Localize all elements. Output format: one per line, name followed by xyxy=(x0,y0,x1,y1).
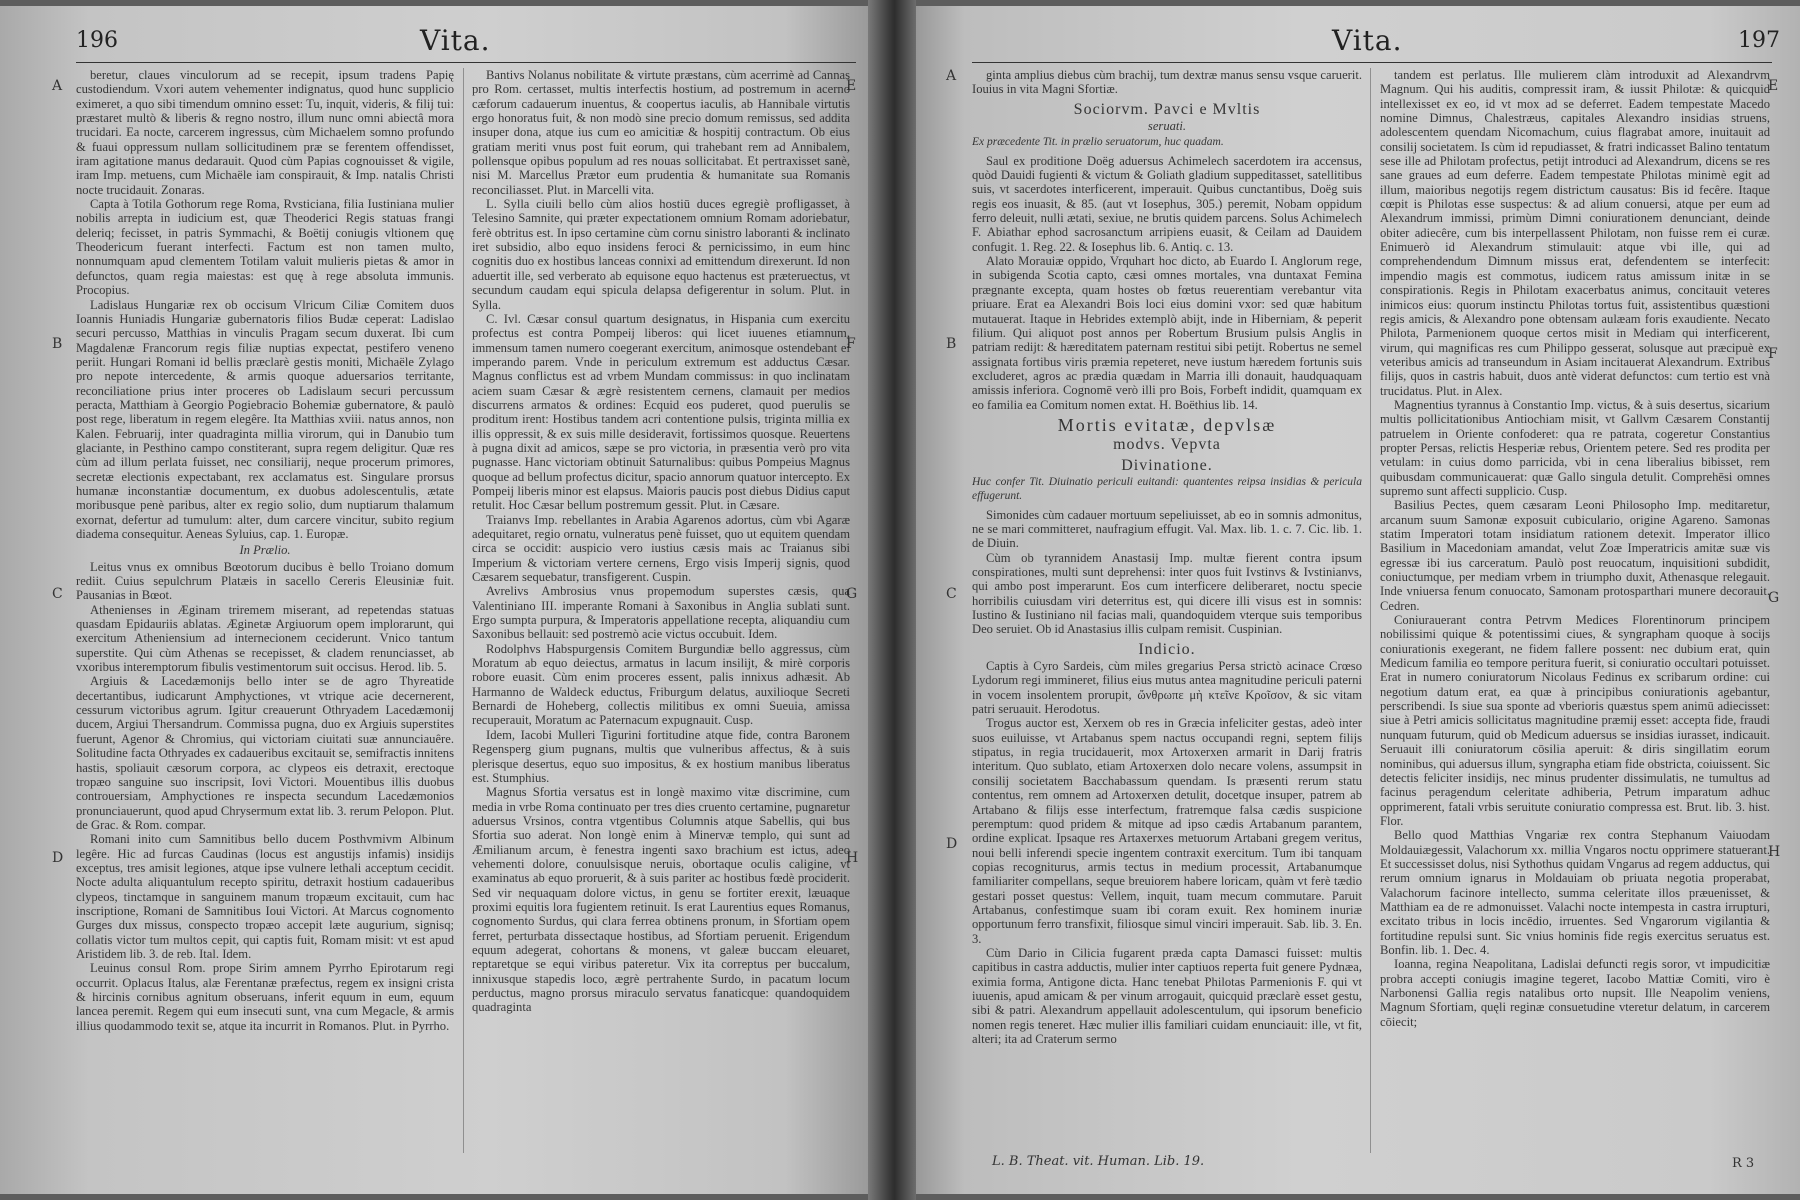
section-subheading: In Prælio. xyxy=(239,543,291,558)
cross-reference-note: Huc confer Tit. Diuinatio periculi euitandi: quantentes reipsa insidias & pericula effugerunt. xyxy=(972,475,1362,503)
paragraph: Athenienses in Æginam triremem miserant, ad repetendas statuas quasdam Epidauriis ablatas. Æginetæ Argiuorum opem implorarunt, qui exercitum Atheniensium ad internecionem ceciderunt. Vnico tantum superstite. Qui cùm Athenas se recepisset, & cladem renunciasset, ab vxoribus interemptorum fibulis vestimentorum suit occisus. Herod. lib. 5. xyxy=(76,602,454,675)
paragraph: Saul ex proditione Doëg aduersus Achimelech sacerdotem ira accensus, quòd Dauidi fugienti & victum & Goliath gladium suppeditasset, satellitibus suis, vt sacerdotes interficerent, imperauit. Quibus cunctantibus, Doëg suis regis eos inuasit, & 85. (aut vt Iosephus, 305.) peremit, Nobam oppidum ferro deleuit, nulli ætati, sexiue, ne brutis quidem parcens. Solus Achimelech F. Abiathar ephod sacrosanctum arripiens euasit, & Ceilam ad Dauidem confugit. 1. Reg. 22. & Iosephus lib. 6. Antiq. c. 13. xyxy=(972,153,1362,254)
footer-citation: L. B. Theat. vit. Human. Lib. 19. xyxy=(992,1154,1205,1169)
paragraph: Magnus Sfortia versatus est in longè maximo vitæ discrimine, cum media in vrbe Roma continuato per tres dies cruento certamine, pugnaretur aduersus Vrsinos, contra vtgentibus Columnis atque Sabellis, qui bus Sfortia suo aderat. Non longè enim à Minervæ templo, qui sunt ad Æmilianum arcum, è fenestra ingenti saxo brachium est ictus, adeo vehementi dolore, conuulsisque neruis, obortaque oculis caligine, vt examinatus ab equo proruerit, & à suis pariter ac hostibus fœdè prociderit. Sed vir nequaquam dolore victus, in genu se fortiter erexit, læuaque proximi equitis lora fugientem retinuit. Is erat Laurentius eques Romanus, cognomento Surdus, qui clara ferrea obtinens pronum, in Sfortiam opem ferret, perturbata dissectaque hostibus, ad Sfortiam peruenit. Erigendum equum adegerat, cohortans & monens, vt galeæ buccam eleuaret, reptaretque se equi viribus pateretur. Vix ita correptus per buccalum, innixusque stapedis loco, ægrè pertrahente Surdo, in pacatum locum perductus, magno prorsus miraculo servatus fanaticque: quandoquidem quadraginta xyxy=(472,785,850,1015)
paragraph: Leuinus consul Rom. prope Sirim amnem Pyrrho Epirotarum regi occurrit. Oplacus Italus, alæ Ferentanæ præfectus, regem ex insigni crista & hircinis cornibus agnitum obseruans, inferit equum in eum, equum lancea peremit. Regem qui eum insecuti sunt, vna cum Megacle, & armis illius quodammodo texit se, atque ita incurrit in Romanos. Plut. in Pyrrho. xyxy=(76,961,454,1033)
paragraph: Leitus vnus ex omnibus Bœotorum ducibus è bello Troiano domum rediit. Cuius sepulchrum Platæis in sacello Cereris Eleusiniæ fuit. Pausanias in Bœot. xyxy=(76,559,454,603)
paragraph: Bantivs Nolanus nobilitate & virtute præstans, cùm acerrimè ad Cannas pro Rom. certasset, multis interfectis hostium, ad postremum in acerno cæforum cadauerum inuentus, & coopertus iaculis, ab Hannibale virtutis ergo honoratus fuit, & non modò sine precio domum remissus, sed addita insuper dona, atque ius cum eo amicitiæ & hospitij contractum. Ob eius gratiam meriti vnus post fuit eorum, qui trahebant rem ad Annibalem, pollensque opibus populum ad res nouas sollicitabat. Et pertraxisset sanè, nisi M. Marcellus Prætor eum prudentia & humanitate sua Romanis reconciliasset. Plut. in Marcelli vita. xyxy=(472,68,850,197)
right-column-1 xyxy=(972,68,1362,1128)
section-heading: Sociorvm. Pavci e Mvltis xyxy=(1073,100,1261,118)
book-gutter xyxy=(868,0,916,1200)
paragraph: L. Sylla ciuili bello cùm alios hostiū duces egregiè profligasset, à Telesino Samnite, qui præter expectationem omnium Romam adoriebatur, ferè obtritus est. In ipso certamine cùm cornu sinistro laboranti & inclinato iret subsidio, albo equo insidens feroci & pernicissimo, in eum hinc cognitis duo ex hostibus lanceas connixi ad emittendum direxerunt. Id non aduertit ille, sed verberato ab equisone equo hactenus est præteruectus, vt secundum caudam equi spicula delapsa defigerentur in solum. Plut. in Sylla. xyxy=(472,197,850,312)
paragraph: Basilius Pectes, quem cæsaram Leoni Philosopho Imp. meditaretur, arcanum suum Samonæ exposuit cubiculario, origine Agareno. Samonas statim Imperatori totam insidiatum rationem detexit. Imperator illico Basilium in Macedoniam amandat, velut Zoæ Imperatricis amitæ suæ vis egressæ ibi ius carceratum. Paulò post reuocatum, inquisitioni subdidit, coniuctumque, per mediam vrbem in triumpho duxit, Athenasque relegauit. Inde vniuersa fenum conuocato, Samonam protosparthari munere decorauit. Cedren. xyxy=(1380,498,1770,613)
margin-letter-a: A xyxy=(52,78,63,94)
section-heading: Mortis evitatæ, depvlsæ xyxy=(1057,414,1277,435)
paragraph: Ioanna, regina Neapolitana, Ladislai defuncti regis soror, vt impudicitiæ probra accepti coniugis imagine tegeret, Iacobo Mattiæ Comiti, viro è Narbonensi Gallia regis natalibus orto nupsit. Ille Neapolim veniens, Magnum Sfortiam, quęli reginæ consuetudine vteretur delatum, in carcerem cōiecit; xyxy=(1380,957,1770,1029)
folio-right: 197 xyxy=(1738,28,1780,53)
paragraph: Simonides cùm cadauer mortuum sepeliuisset, ab eo in somnis admonitus, ne se mari committeret, naufragium effugit. Val. Max. lib. 1. c. 7. Cic. lib. 1. de Diuin. xyxy=(972,507,1362,551)
margin-letter-b: B xyxy=(946,336,957,352)
margin-letter-d: D xyxy=(946,836,958,852)
margin-letter-c: C xyxy=(52,586,63,602)
folio-left: 196 xyxy=(76,28,118,53)
margin-letter-e: E xyxy=(846,78,857,94)
section-heading: modvs. Vepvta xyxy=(1113,436,1221,454)
paragraph: beretur, claues vinculorum ad se recepit, ipsum tradens Papię custodiendum. Vxori autem vehementer indignatus, quod hunc supplicio eximeret, a quo sibi timendum omnino esset: Tu, inquit, videris, & filij tui: præstaret multò & liberis & regno nostro, illum nunc omni abiectâ mora trucidari. Ea nocte, carcerem ingressus, cùm Michaelem somno profundo & fuaui oppressum nullam sollicitudinem præ se ferentem offendisset, iram agitatione manus dedarauit. Quod cùm Papias cognouisset & vigile, iram Imp. metuens, cum Michaële iam conspirauit, & Imp. natalis Christi nocte trucidauit. Zonaras. xyxy=(76,68,454,197)
right-column-2 xyxy=(1380,68,1770,1138)
paragraph: Rodolphvs Habspurgensis Comitem Burgundiæ bello aggressus, cùm Moratum ab equo deiectus, armatus in lacum insilijt, & mirè corporis robore euasit. Cùm enim proceres essent, palis innixus adhæsit. Ab Harmanno de Waldeck eductus, Friburgum delatus, auxilioque Secreti Bernardi de Hoheberg, collectis militibus ex omni Sueuia, amissa recuperauit, Moratum ac Paternacum expugnauit. Cusp. xyxy=(472,641,850,728)
margin-letter-b: B xyxy=(52,336,63,352)
column-divider xyxy=(463,68,464,1153)
left-column-1 xyxy=(76,68,454,1158)
paragraph: Ladislaus Hungariæ rex ob occisum Vlricum Ciliæ Comitem duos Ioannis Huniadis Hungariæ gubernatoris filios Budæ ceperat: Ladislao securi percusso, Matthias in vinculis Pragam secum duxerat. Ibi cum Magdalenæ Francorum regis filiæ nuptias expectat, pestifero veneno periit. Hungari Romani id bellis præclarè gestis moniti, Michaële Zylago pro nepote intercedente, & armis quoque aduersarios territante, reconciliatione prius inter proceres ob Ladislaum securi percussum peracta, Matthiam à Georgio Pogiebracio Bohemiæ gubernatore, & paulò post rege, liberatum in regem elegêre. Ita Matthias xviii. natus annos, non Kalen. Februarij, inter quadraginta millia virorum, qui in Danubio tum glaciante, in Pesthino campo constiterant, supra regem deligitur. Quæ res cùm ad illum perlata fuisset, nec consiliarij, neque procerum primores, secretæ electionis expectabant, rex acclamatus est. Singulare prorsus humanæ inconstantiæ documentum, ex duobus adolescentulis, ætate moribusque penè paribus, alter ex regio solio, dum nuptiarum thalamum exornat, defertur ad tumulum: alter, dum carcere vincitur, subito regium diadema consequitur. Aeneas Syluius, cap. 1. Europæ. xyxy=(76,297,454,541)
paragraph: Avrelivs Ambrosius vnus propemodum superstes cæsis, qua Valentiniano III. imperante Romani à Saxonibus in Anglia sublati sunt. Ergo sumpta purpura, & Imperatoris appellatione recepta, aliquandiu cum Saxonibus bellauit: sed postremò acie victus occubuit. Idem. xyxy=(472,584,850,642)
signature-mark: R 3 xyxy=(1732,1156,1755,1171)
section-subheading: seruati. xyxy=(1147,119,1187,134)
margin-letter-c: C xyxy=(946,586,957,602)
paragraph: Bello quod Matthias Vngariæ rex contra Stephanum Vaiuodam Moldauiægessit, Valachorum xx. millia Vngaros noctu opprimere statuerant. Et successisset dolus, nisi Sythothus quidam Vngarus ad regem adductus, qui rerum omnium ignarus in Moldauiam ob priuata negotia properabat, Valachorum facinore intellecto, summa celeritate illos præuenisset, & Matthiam ea de re admonuisset. Valachi nocte intempesta in castra irrupturi, excitato tribus in locis incēdio, irruentes. Sed Vngarorum vigilantia & fortitudine repulsi sunt. Sic vnius hominis fide regis exercitus seruatus est. Bonfin. lib. 1. Dec. 4. xyxy=(1380,828,1770,957)
paragraph: Magnentius tyrannus à Constantio Imp. victus, & à suis desertus, sicarium multis pollicitationibus Antiochiam misit, vt Gallvm Cæsarem Constantij patruelem in Oriente confoderet: qua re patrata, cogeretur Constantius propter Persas, relictis Hesperiæ rebus, Orientem petere. Sed res prodita per vetulam: in cuius domo parricida, vbi in cena liberalius bibisset, rem quibusdam communicauerat: quæ Gallo singula detulit. Comprehēsi omnes supremo sunt affecti supplicio. Cusp. xyxy=(1380,397,1770,498)
section-heading: Divinatione. xyxy=(1121,456,1213,474)
section-heading: Indicio. xyxy=(1138,640,1196,658)
paragraph: Coniurauerant contra Petrvm Medices Florentinorum principem nobilissimi quique & potentissimi ciues, & syngrapham quoque à socijs coniurationis exegerant, ne fidem fallere possent: nec dubium erat, quin Medicum familia eo tempore peritura fuerit, si coniuratio occultari potuisset. Erat in numero coniuratorum Nicolaus Fedinus ex scribarum ordine: cui negotium datum erat, ea quæ à principibus coniurationis agebantur, perscribendi. Is siue sua sponte ad vberioris quæstus spem animū adiecisset: siue à Petri amicis sollicitatus magnitudine præmij esset: accepta fide, fraudi nunquam futurum, quid ob Medicum aduersus se insidias iurasset, indicauit. Seruauit illi coniuratorum cōsilia aperuit: & diris singillatim eorum nominibus, qui aduersus illum, syngrapha etiam fide obstricta, coiuissent. Sic detectis feliciter insidijs, nec minus prudenter dissimulatis, ne tumultus ad facinus peragendum celeritate adhiberia, Petrum imparatum adhuc opprimerent, fatali vrbis seruitute coniuratio compressa est. Brut. lib. 3. hist. Flor. xyxy=(1380,613,1770,828)
paragraph: Capta à Totila Gothorum rege Roma, Rvsticiana, filia Iustiniana mulier nobilis arrepta in iudicium est, quæ Theoderici Regis statuas frangi deleriq; fecisset, in patris Symmachi, & Boëtij coniugis vltionem quę Theodericum fuerant interfecti. Factum est non tamen multo, nonnumquam apud clementem Totilam valuit mulieris pietas & amor in defunctos, quam regia maiestas: est quę à rege absoluta immunis. Procopius. xyxy=(76,197,454,298)
paragraph: Romani inito cum Samnitibus bello ducem Posthvmivm Albinum legêre. Hic ad furcas Caudinas (locus est angustijs infamis) insidijs exceptus, tres amisit legiones, atque ipse vulnere lethali acceptum cecidit. Nocte adulta aliquantulum recepto spiritu, detraxit hostium cadaueribus clypeos, tinctamque in sanguinem manum tropæum excitauit, cum hac inscriptione, Romani de Samnitibus Ioui Victori. At Marcus cognomento Gurges dux missus, conspecto tropæo accepit læte augurium, signisq; collatis victor tum multos cepit, qui captis fuit, Romam misit: vt est apud Aristidem lib. 3. de reb. Ital. Idem. xyxy=(76,832,454,961)
paragraph: Cùm Dario in Cilicia fugarent præda capta Damasci fuisset: multis capitibus in castra adductis, mulier inter captiuos reperta fuit genere Pydnæa, eximia forma, Antigone dicta. Hanc tenebat Philotas Parmenionis F. qui vt iuuenis, apud amicam & per vinum arrogauit, quicquid præclarè esset gestu, sibi & patri. Alexandrum appellauit adolescentulum, qui ipsorum beneficio nomen regis teneret. Hæc mulier illis familiari cuidam enunciauit: ille, vt fit, alteri; ita ad Craterum sermo xyxy=(972,945,1362,1046)
cross-reference-note: Ex præcedente Tit. in prælio seruatorum, huc quadam. xyxy=(972,136,1224,149)
margin-letter-d: D xyxy=(52,850,64,866)
margin-letter-f: F xyxy=(846,336,856,352)
paragraph: Alato Morauiæ oppido, Vrquhart hoc dicto, ab Euardo I. Anglorum rege, in subigenda Scotia capto, cæsi omnes mortales, vna duntaxat Femina prægnante excepta, quam hostes ob fœtus reuerentiam verebantur vita priuare. Erat ea Alexandri Bois loci eius domini vxor: sed quæ habitum mutauerat. Itaque in Hebrides extemplò abijt, inde in Hiberniam, & peperit filium. Qui aliquot post annos per Robertum Brusium pulsis Anglis in patriam redijt: & hæreditatem paternam restitui sibi petijt. Robertus ne semel assignata fortibus viris præmia repeteret, neve iustum hæredem fortunis suis excluderet, agros ac prædia quædam in Marria illi donauit, haudquaquam amissis inferiora. Cognomē verò illi pro Bois, Forbeft indidit, quamquam ex eo familia ea Comitum nomen extat. H. Boëthius lib. 14. xyxy=(972,254,1362,412)
running-head-right: Vita. xyxy=(1332,24,1403,57)
paragraph: Cùm ob tyrannidem Anastasij Imp. multæ fierent contra ipsum conspirationes, multi sunt deprehensi: inter quos fuit Ivstinvs & Ivstinianvs, qui ambo post imperarunt. Eos cum interficere deliberaret, noctu specie horribilis cuiusdam viri deterritus est, qui dicere illi visus est in somnis: Iustino & Iustiniano nil facias mali, quandoquidem vterque suis temporibus Deo seruiet. Ob id Anastasius illis culpam remisit. Cuspinian. xyxy=(972,550,1362,637)
column-divider xyxy=(1370,68,1371,1153)
margin-letter-e: E xyxy=(1768,78,1779,94)
paragraph: Argiuis & Lacedæmonijs bello inter se de agro Thyreatide decertantibus, iudicarunt Amphyctiones, vt vtrique acie decernerent, cessurum victoribus agrum. Igitur creauerunt Othryadem Lacedæmonij ducem, Argiui Thersandrum. Commissa pugna, duo ex Argiuis superstites fuerunt, Agenor & Chromius, qui victoriam ciuitati suæ annunciauêre. Solitudine facta Othryades ex cadaueribus excitauit se, semifractis innitens hastis, spoliauit cæsorum corpora, ac clypeos eis detraxit, erectoque tropæo sanguine suo inscripsit, Iovi Victori. Mouentibus illis duobus controuersiam, Amphyctiones re inspecta secundum Lacedæmonios pronunciauerunt, quod apud Chrysermum extat lib. 3. rerum Pelopon. Plut. de Grac. & Rom. compar. xyxy=(76,674,454,832)
left-page xyxy=(0,6,892,1194)
right-page xyxy=(892,6,1800,1194)
paragraph: Idem, Iacobi Mulleri Tigurini fortitudine atque fide, contra Baronem Regensperg gium pugnans, multis que vulneribus affectus, & à suis plerisque desertus, equo suo impositus, & ex hostium manibus liberatus est. Stumphius. xyxy=(472,727,850,785)
head-rule xyxy=(76,62,856,63)
margin-letter-a: A xyxy=(946,68,957,84)
margin-letter-g: G xyxy=(1768,590,1780,606)
head-rule xyxy=(972,62,1772,63)
running-head-left: Vita. xyxy=(420,24,491,57)
paragraph: Trogus auctor est, Xerxem ob res in Græcia infeliciter gestas, adeò inter suos euiluisse, vt Artabanus spem nactus occupandi regni, septem filijs stipatus, in regia trucidauerit, mox Artoxerxen armarit in Darij fratris interitum. Quo sublato, etiam Artoxerxen dolo necare volens, assumpsit in consilij societatem Bacchabassum quendam. Is præsenti rerum statu contentus, rem omnem ad Artoxerxen detulit, docetque insuper, patrem ab Artabano & filijs esse interfectum, fratremque falsa cædis suspicione peremptum: quod pridem & mitque ad ipso cædis Artabanum parantem, ordine explicat. Ipsaque res Artaxerxes metuorum Artabani gregem veritus, noui belli inferendi specie ingentem contraxit exercitum. Tum ibi tanquam copias recogniturus, armis tectus in medium processit, Artabanumque familiariter compellans, seque breuiorem habere loricam, quàm vt ferè tædio gestari posset questus: Vellem, inquit, tuam mecum commutare. Paruit Artabanus, confestimque suam ibi coram exuit. Rex hominem inuriæ opportunum ferro transfixit, filiosque simul vinciri imperauit. Sab. lib. 3. En. 3. xyxy=(972,716,1362,946)
margin-letter-h: H xyxy=(1768,844,1781,860)
margin-letter-g: G xyxy=(846,586,858,602)
paragraph: ginta amplius diebus cùm brachij, tum dextræ manus sensu vsque caruerit. Iouius in vita Magni Sfortiæ. xyxy=(972,68,1362,97)
paragraph: Traianvs Imp. rebellantes in Arabia Agarenos adortus, cùm vbi Agaræ adequitaret, regio ornatu, vulneratus penè fuisset, quo ut equitem quendam circa se occidit: auspicio vero iustius cæsis mais ac Traianus sibi Imperium & victoriam vertere cernens, Ergo visis Imperij signis, quod Cæsarem sequebatur, transfigerent. Cuspin. xyxy=(472,512,850,585)
left-column-2 xyxy=(472,68,850,1158)
paragraph: C. Ivl. Cæsar consul quartum designatus, in Hispania cum exercitu profectus est contra Pompeij liberos: qui licet iuuenes etiamnum, immensum tamen numero coegerant exercitum, animosque ostendebant ei imperando parem. Vnde in periculum extremum est adductus Cæsar. Magnus conflictus est ad vrbem Mundam commissus: in quo inclinatam aciem suam Cæsar & ægrè resistentem cernens, clamauit per medios discurrens armatos & ordines: Ecquid eos puderet, quod puerulis se proditum irent: Hostibus tandem acri contentione pulsis, triginta millia ex illis oppressit, & ex suis mille desideravit, fortissimos quosque. Reuertens à pugna dixit ad amicos, sæpe se pro victoria, in præsentia verò pro vita pugnasse. Hanc victoriam obtinuit Saturnalibus: quibus Pompeius Magnus quoque ad bellum profectus dicitur, spacio annorum quatuor intercepto. Ex Pompeij liberis minor est elapsus. Maioris paucis post diebus Didius caput retulit. Hoc Cæsar bellum postremum gessit. Plut. in Cæsare. xyxy=(472,311,850,513)
paragraph: tandem est perlatus. Ille mulierem clàm introduxit ad Alexandrvm Magnum. Qui his auditis, compressit iram, & iussit Philotæ: & quicquid intellexisset ex eo, id vt mox ad se deferret. Eadem tempestate Macedo nomine Dimnus, Chalestræus, capitales Alexandro insidias struens, adolescentem quendam Nicomachum, cuius flagrabat amore, inuitauit ad consilij societatem. Is cùm id repudiasset, & fratri indicasset Balino tentatum sese ille ad Philotam profectus, petijt introduci ad Alexandrum, dicens se res sane graues ad eum deferre. Eadem tempestate Philotas minimè egit ad illum, maioribus negotijs regem districtum causatus: Bis id fecêre. Itaque cœpit is Philotas esse suspectus: & ad alium conuersi, atque per eum ad Alexandrum immissi, primùm Dimni coniurationem denunciant, deinde obiter adiecêre, cum bis interpellassent Philotam, non fuisse rem ei curæ. Enimuerò id Alexandrum stimulauit: atque vbi ille, qui ad comprehendendum Dimnum missus erat, defendentem se interfecit: impendio magis est commotus, iudicem ratus amissum initæ in se conspirationis. Regis in Philotam exacerbatus animus, concitauit veteres inimicos eius: quorum instinctu Philotas tortus fuit, assistentibus quæstioni regis amicis, & Alexandro pone obtensam aulæam foris exaudiente. Necato Philota, Parmenionem quoque certos misit in Mediam qui interficerent, virum, qui magnificas res cum Philippo gesserat, solusque aut præcipuè ex veteribus amicis ad transeundum in Asiam incitauerat Alexandrum. Extribus filijs, quos in castris habuit, duos antè viderat defunctos: cum tertio est vnà trucidatus. Plut. in Alex. xyxy=(1380,68,1770,398)
margin-letter-h: H xyxy=(846,850,859,866)
margin-letter-f: F xyxy=(1768,346,1778,362)
paragraph: Captis à Cyro Sardeis, cùm miles gregarius Persa strictò acinace Crœso Lydorum regi immineret, filius eius mutus antea magnitudine periculi paterni in vocem insolentem prorupit, ὤνθρωπε μὴ κτεῖνε Κροῖσον, & sic vitam patri seruauit. Herodotus. xyxy=(972,659,1362,717)
